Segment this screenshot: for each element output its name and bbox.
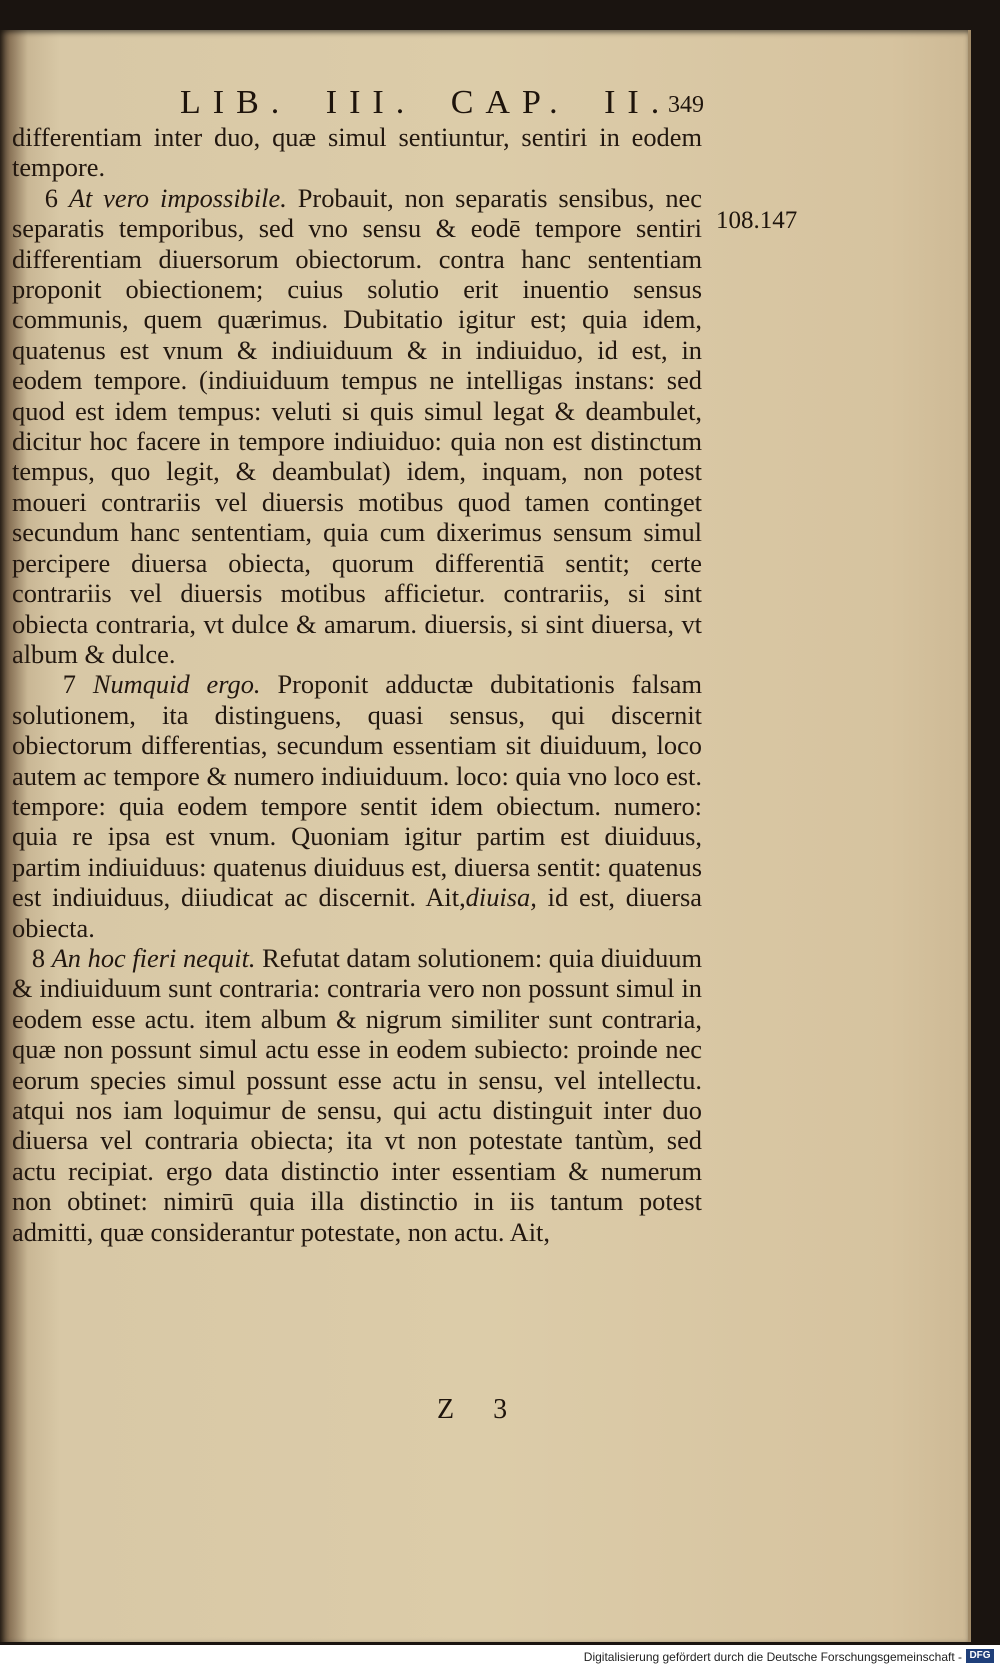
paragraph-continuation — [12, 122, 702, 183]
section-7 — [12, 669, 702, 943]
page-number: 349 — [668, 92, 704, 118]
section-8 — [12, 943, 702, 1247]
section-number: 6 — [44, 182, 58, 213]
lemma: diuisa, — [465, 882, 537, 913]
paragraph-text: differentiam inter duo, quæ simul sentiuntur, sentiri in eodem tempore. — [12, 122, 702, 183]
funding-credit: Digitalisierung gefördert durch die Deutsche Forschungsgemeinschaft - — [583, 1650, 962, 1664]
section-number: 8 — [31, 942, 46, 973]
signature-mark: Z 3 — [437, 1394, 524, 1425]
lemma: Numquid ergo. — [92, 669, 261, 700]
commentary-text: Probauit, non separatis sensibus, nec separatis temporibus, sed vno sensu & eodē tempore sentiri differentiam diuersorum obiectorum. contra hanc sententiam proponit obiectionem; cuius solutio erit inuentio sensus communis, quem quærimus. Dubitatio igitur est; quia idem, quatenus est vnum & indiuiduum & in indiuiduo, id est, in eodem tempore. (indiuiduum tempus ne intelligas instans: sed quod est idem tempus: veluti si quis simul legat & deambulet, dicitur hoc facere in tempore indiuiduo: quia non est distinctum tempus, quo legit, & deambulat) idem, inquam, non potest moueri contrariis vel diuersis motibus quod tamen continget secundum hanc sententiam, quia cum dixerimus sensum simul percipere diuersa obiecta, quorum differentiā sentit; certe contrariis vel diuersis motibus afficietur. contrariis, si sint obiecta contraria, vt dulce & amarum. diuersis, si sint diuersa, vt album & dulce. — [12, 182, 702, 669]
commentary-text: Refutat datam solutionem: quia diuiduum & indiuiduum sunt contraria: contraria vero non possunt simul in eodem esse actu. item album & nigrum similiter sunt contraria, quæ non possunt simul actu esse in eodem subiecto: proinde nec eorum species simul possunt esse actu in sensu, vel intellectu. atqui nos iam loquimur de sensu, qui actu distinguit inter duo diuersa vel contraria obiecta; ita vt non potestate tantùm, sed actu recipiat. ergo data distinctio inter essentiam & numerum non obtinet: nimirū quia illa distinctio in iis tantum potest admitti, quæ considerantur potestate, non actu. Ait, — [12, 942, 702, 1247]
lemma: An hoc fieri nequit. — [51, 942, 256, 973]
running-head: LIB. III. CAP. II. — [180, 84, 672, 121]
commentary-text: id est, diuersa obiecta. — [12, 882, 702, 943]
marginal-note: 108.147 — [716, 207, 798, 234]
dfg-logo: DFG — [966, 1649, 994, 1663]
commentary-text: Proponit adductæ dubitationis falsam solutionem, ita distinguens, quasi sensus, qui discernit obiectorum differentias, secundum essentiam sit diuiduum, loco autem ac tempore & numero indiuiduum. loco: quia vno loco est. tempore: quia eodem tempore sentit idem obiectum. numero: quia re ipsa est vnum. Quoniam igitur partim est diuiduus, partim indiuiduus: quatenus diuiduus est, diuersa sentit: quatenus est indiuiduus, diiudicat ac discernit. Ait, — [12, 669, 703, 913]
body-text — [12, 122, 702, 1247]
lemma: At vero impossibile. — [68, 182, 287, 213]
section-6 — [12, 183, 702, 670]
section-number: 7 — [62, 669, 76, 700]
